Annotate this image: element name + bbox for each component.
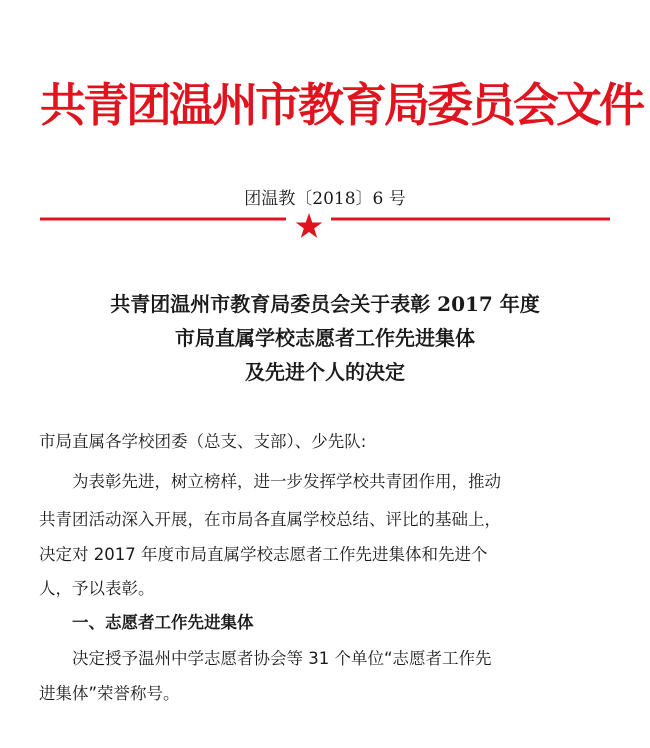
decision-title-line-1: 共青团温州市教育局委员会关于表彰 2017 年度 [110, 292, 540, 316]
decision-title-line-2: 市局直属学校志愿者工作先进集体 [175, 326, 475, 350]
paragraph-1-line-1: 为表彰先进，树立榜样，进一步发挥学校共青团作用，推动 [72, 472, 501, 491]
divider-left-line [40, 218, 286, 221]
decision-title-line-3: 及先进个人的决定 [245, 360, 405, 384]
red-divider [40, 212, 610, 242]
divider-right-line [331, 218, 610, 221]
paragraph-2-line-2: 进集体”荣誉称号。 [39, 684, 180, 703]
document-number: 团温教〔2018〕6 号 [244, 189, 406, 209]
decision-title [0, 287, 650, 389]
paragraph-1-line-2: 共青团活动深入开展，在市局各直属学校总结、评比的基础上， [39, 510, 501, 529]
salutation: 市局直属各学校团委（总支、支部）、少先队: [39, 432, 367, 451]
section-1-heading: 一、志愿者工作先进集体 [72, 613, 254, 632]
paragraph-1-line-4: 人，予以表彰。 [39, 579, 155, 598]
star-icon [296, 213, 323, 238]
paragraph-2-line-1: 决定授予温州中学志愿者协会等 31 个单位“志愿者工作先 [72, 649, 492, 668]
paragraph-1-line-3: 决定对 2017 年度市局直属学校志愿者工作先进集体和先进个 [39, 545, 488, 564]
document-header-title: 共青团温州市教育局委员会文件 [40, 78, 642, 132]
